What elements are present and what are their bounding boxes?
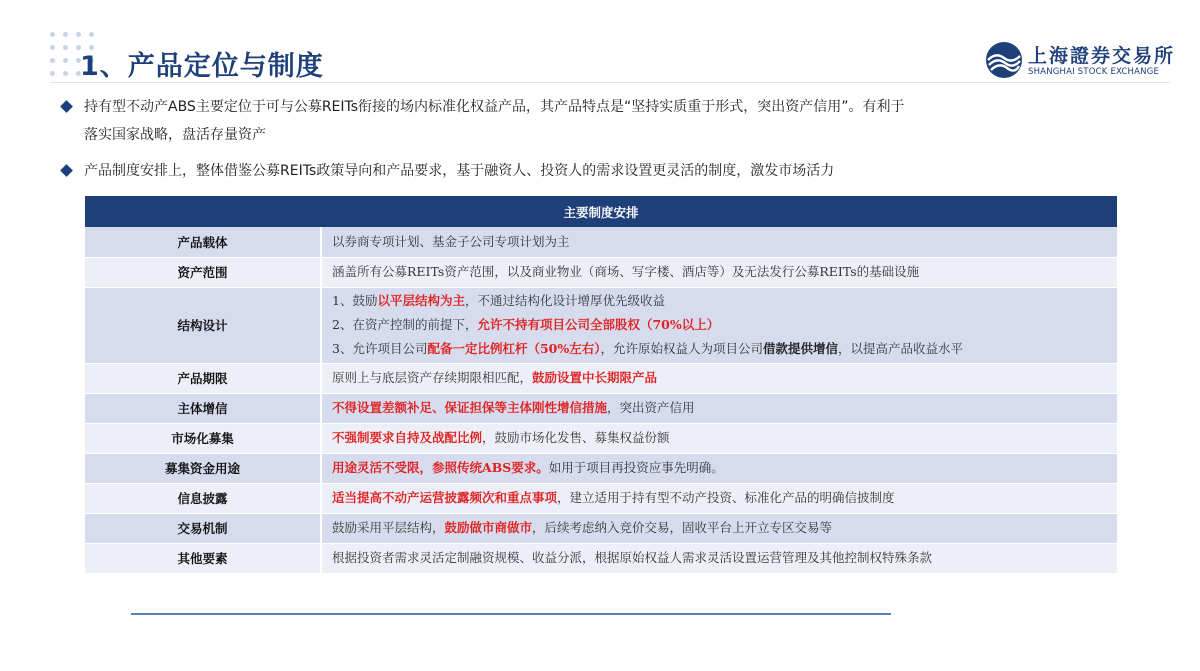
row-key: 募集资金用途 [85,453,321,483]
table-row [85,483,1117,513]
plain-text: ，鼓励市场化发售、募集权益份额 [482,430,670,445]
row-value-line [332,337,1117,361]
plain-text: 2、在资产控制的前提下， [332,317,478,332]
institution-table [85,196,1117,574]
row-value [321,363,1117,393]
bullet-text: 持有型不动产ABS主要定位于可与公募REITs衔接的场内标准化权益产品，其产品特点是“坚持实质重于形式，突出资产信用”。有利于 [84,99,905,115]
plain-text: ，后续考虑纳入竞价交易，固收平台上开立专区交易等 [532,520,833,535]
row-value-line [332,426,1117,450]
row-value-line [332,396,1117,420]
highlight-text: 配备一定比例杠杆（50%左右） [427,341,601,356]
sse-logo-icon [984,40,1024,80]
dot [50,32,55,37]
row-value [321,393,1117,423]
highlight-text: 适当提高不动产运营披露频次和重点事项 [332,490,558,505]
bullet-diamond-icon [60,164,73,177]
plain-text: 以券商专项计划、基金子公司专项计划为主 [332,233,570,249]
row-value-line [332,230,1117,254]
row-key: 市场化募集 [85,423,321,453]
row-value-line [332,546,1117,570]
row-key: 交易机制 [85,513,321,543]
highlight-text: 不强制要求自持及战配比例 [332,430,483,445]
plain-text: ，突出资产信用 [607,400,695,415]
dot [89,32,94,37]
highlight-text: 鼓励做市商做市 [444,520,533,535]
page-title: 1、产品定位与制度 [80,51,324,82]
row-key: 产品载体 [85,227,321,257]
row-value [321,423,1117,453]
table-row [85,287,1117,363]
row-value-line [332,486,1117,510]
table-row [85,453,1117,483]
row-key: 资产范围 [85,257,321,287]
highlight-text: 以平层结构为主 [377,293,465,308]
logo-text-cn: 上海證券交易所 [1028,45,1176,67]
bullet-diamond-icon [60,100,73,113]
plain-text: 如用于项目再投资应事先明确。 [548,460,724,475]
plain-text: 鼓励采用平层结构， [332,520,445,535]
dot [63,71,68,76]
table-row [85,423,1117,453]
row-value [321,227,1117,257]
row-value-line [332,289,1117,313]
dot [50,45,55,50]
highlight-text: 鼓励设置中长期限产品 [532,370,658,385]
table-row [85,257,1117,287]
dot [50,58,55,63]
table-row [85,227,1117,257]
row-value-line [332,260,1117,284]
row-value-line [332,313,1117,337]
dot [63,58,68,63]
table-row [85,393,1117,423]
plain-text: 3、允许项目公司 [332,341,428,356]
row-value-line [332,516,1117,540]
row-value [321,513,1117,543]
dot [76,32,81,37]
table-row [85,543,1117,573]
row-value [321,453,1117,483]
row-value [321,483,1117,513]
highlight-text: 允许不持有项目公司全部股权（70%以上） [477,317,720,332]
plain-text: ，建立适用于持有型不动产投资、标准化产品的明确信披制度 [557,490,895,505]
plain-text: ，允许原始权益人为项目公司 [600,341,764,356]
dot [63,45,68,50]
row-value-line [332,366,1117,390]
table-row [85,513,1117,543]
row-value [321,287,1117,363]
highlight-text: 用途灵活不受限，参照传统ABS要求。 [332,460,549,475]
row-value [321,543,1117,573]
plain-text: 根据投资者需求灵活定制融资规模、收益分派，根据原始权益人需求灵活设置运营管理及其他控制权特殊条款 [332,550,933,565]
row-key: 主体增信 [85,393,321,423]
table-header: 主要制度安排 [85,196,1117,227]
plain-text: ，不通过结构化设计增厚优先级收益 [464,293,665,308]
bottom-divider [131,613,891,615]
row-key: 其他要素 [85,543,321,573]
row-key: 信息披露 [85,483,321,513]
plain-text: 涵盖所有公募REITs资产范围，以及商业物业（商场、写字楼、酒店等）及无法发行公募REITs的基础设施 [332,264,920,279]
dot [63,32,68,37]
plain-text: 原则上与底层资产存续期限相匹配， [332,370,533,385]
highlight-text: 不得设置差额补足、保证担保等主体刚性增信措施 [332,400,608,415]
row-value-line [332,456,1117,480]
row-key: 结构设计 [85,287,321,363]
bold-text: 借款提供增信 [763,341,839,356]
plain-text: 1、鼓励 [332,293,378,308]
bullet-text: 产品制度安排上，整体借鉴公募REITs政策导向和产品要求，基于融资人、投资人的需求设置更灵活的制度，激发市场活力 [84,163,835,179]
row-value [321,257,1117,287]
plain-text: ，以提高产品收益水平 [838,341,964,356]
table-row [85,363,1117,393]
logo-text-en: SHANGHAI STOCK EXCHANGE [1028,67,1160,77]
bullet-text-continued: 落实国家战略，盘活存量资产 [84,127,266,143]
sse-logo [984,40,1176,84]
row-key: 产品期限 [85,363,321,393]
dot [50,71,55,76]
